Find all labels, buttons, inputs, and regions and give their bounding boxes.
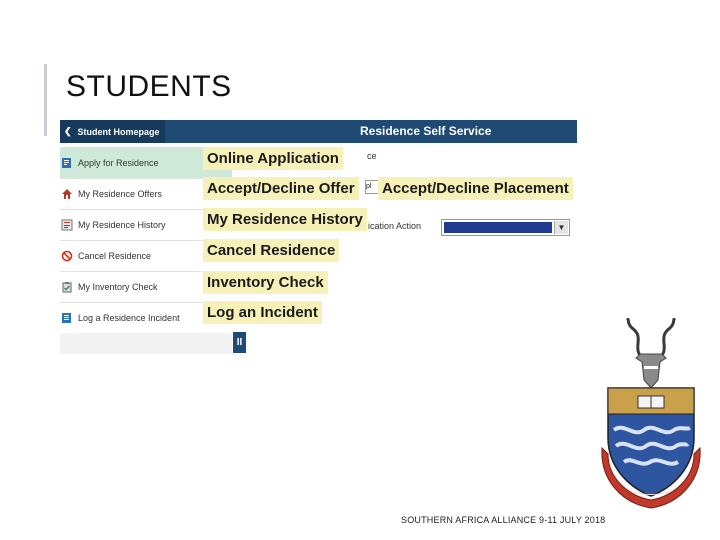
slide-footer: SOUTHERN AFRICA ALLIANCE 9-11 JULY 2018 [401, 515, 606, 525]
inventory-clipboard-icon [61, 281, 73, 293]
application-form-icon [61, 157, 73, 169]
highlight-accept-decline-offer: Accept/Decline Offer [203, 177, 359, 200]
cancel-circle-icon [61, 250, 73, 262]
chevron-down-icon[interactable]: ▼ [554, 221, 568, 234]
house-icon [61, 188, 73, 200]
portal-header [60, 120, 577, 143]
dropdown-selected-value [444, 222, 552, 233]
background-input-fragment: pl [365, 180, 381, 194]
portal-header-title: Residence Self Service [360, 124, 492, 138]
student-homepage-tab[interactable] [60, 120, 165, 143]
chevron-left-icon: ❮ [64, 126, 72, 136]
highlight-my-residence-history: My Residence History [203, 208, 367, 231]
application-action-label-fragment: ication Action [368, 221, 422, 231]
highlight-online-application: Online Application [203, 147, 343, 170]
portal-screenshot [60, 120, 577, 354]
sidebar-item-label: My Residence History [78, 219, 166, 230]
history-list-icon [61, 219, 73, 231]
sidebar-item-label: Log a Residence Incident [78, 312, 180, 323]
highlight-log-an-incident: Log an Incident [203, 301, 322, 324]
background-heading-fragment: ce [367, 151, 377, 161]
highlight-cancel-residence: Cancel Residence [203, 239, 339, 262]
sidebar-empty-area [60, 333, 232, 354]
sidebar-item-label: My Residence Offers [78, 188, 162, 199]
sidebar-item-label: Apply for Residence [78, 157, 159, 168]
highlight-inventory-check: Inventory Check [203, 271, 328, 294]
title-accent-bar [44, 64, 47, 136]
home-tab-label: Student Homepage [77, 126, 160, 137]
university-crest-logo [600, 318, 702, 513]
sidebar-item-label: My Inventory Check [78, 281, 158, 292]
sidebar-item-label: Cancel Residence [78, 250, 152, 261]
incident-report-icon [61, 312, 73, 324]
pause-button[interactable]: II [233, 332, 246, 353]
slide-title: STUDENTS [66, 70, 232, 103]
highlight-accept-decline-placement: Accept/Decline Placement [378, 177, 573, 200]
application-action-dropdown[interactable] [441, 219, 570, 236]
